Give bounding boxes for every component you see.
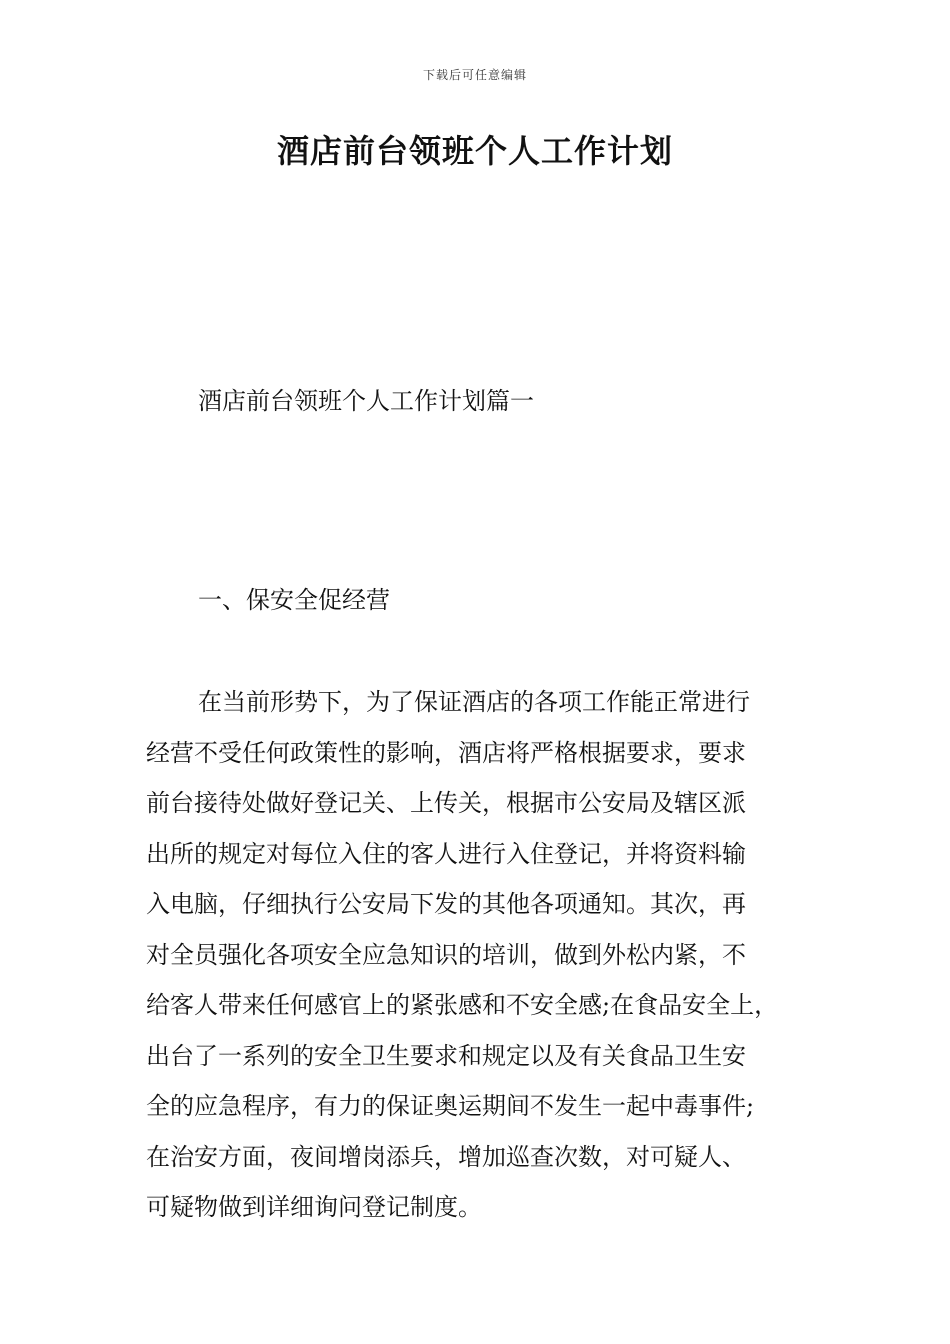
paragraph-line: 对全员强化各项安全应急知识的培训，做到外松内紧，不 (146, 940, 746, 969)
paragraph-line: 入电脑，仔细执行公安局下发的其他各项通知。其次，再 (146, 890, 746, 918)
document-title: 酒店前台领班个人工作计划 (276, 132, 673, 170)
paragraph-line: 可疑物做到详细询问登记制度。 (146, 1193, 482, 1221)
document-subtitle: 酒店前台领班个人工作计划篇一 (198, 387, 534, 415)
paragraph-line: 在当前形势下，为了保证酒店的各项工作能正常进行 (198, 688, 750, 716)
paragraph-line: 给客人带来任何感官上的紧张感和不安全感;在食品安全上， (146, 991, 779, 1019)
body-paragraph (146, 677, 811, 1233)
paragraph-line: 出所的规定对每位入住的客人进行入住登记，并将资料输 (146, 839, 746, 868)
paragraph-line: 全的应急程序，有力的保证奥运期间不发生一起中毒事件; (146, 1092, 755, 1120)
paragraph-line: 在治安方面，夜间增岗添兵，增加巡查次数，对可疑人、 (146, 1142, 746, 1171)
header-note: 下载后可任意编辑 (422, 68, 527, 82)
section-heading: 一、保安全促经营 (198, 586, 390, 614)
paragraph-line: 前台接待处做好登记关、上传关，根据市公安局及辖区派 (146, 789, 746, 817)
paragraph-line: 出台了一系列的安全卫生要求和规定以及有关食品卫生安 (146, 1041, 746, 1070)
paragraph-line: 经营不受任何政策性的影响，酒店将严格根据要求，要求 (146, 738, 746, 767)
